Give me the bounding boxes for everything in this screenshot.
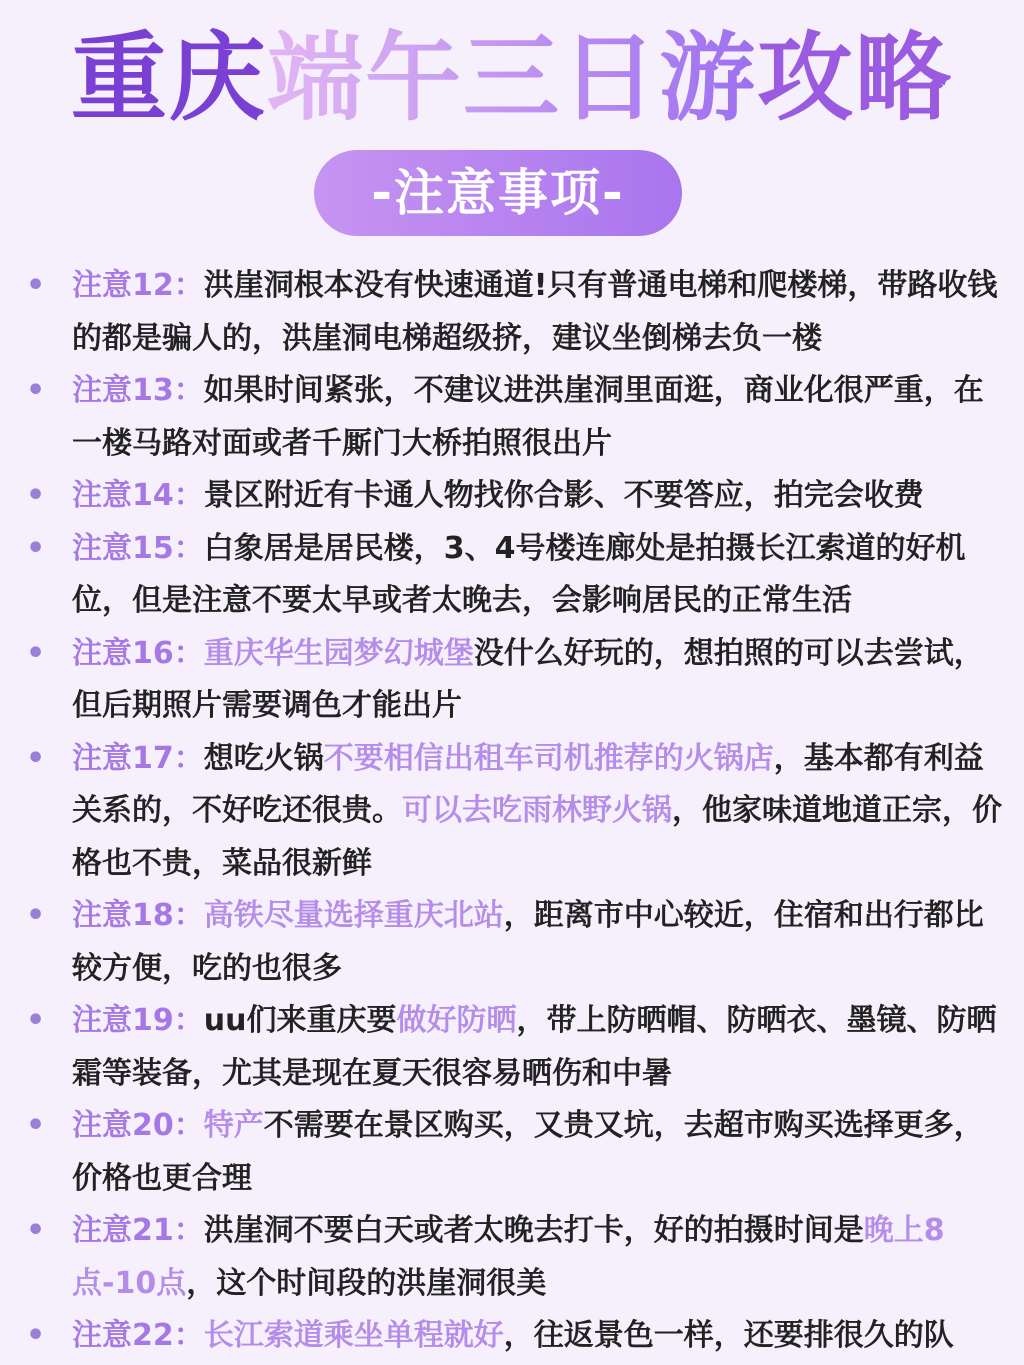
note-text: uu们来重庆要	[203, 1003, 397, 1038]
note-highlight: 高铁尽量选择重庆北站	[203, 898, 504, 933]
note-highlight: 可以去吃雨林野火锅	[402, 793, 672, 828]
bullet-icon: •	[26, 268, 46, 303]
title-guide: 攻略	[757, 22, 953, 134]
note-text: ，距离市中心较近，住宿和出行都比较方便，吃的也很多	[72, 898, 984, 986]
note-text: ，这个时间段的洪崖洞很美	[186, 1265, 547, 1301]
note-18	[0, 890, 1024, 995]
note-label: 注意14：	[72, 478, 204, 513]
bullet-icon: •	[26, 1003, 46, 1038]
note-21	[0, 1205, 1024, 1310]
notes-list	[0, 260, 1024, 1363]
note-label: 注意13：	[72, 373, 204, 408]
note-16	[0, 628, 1024, 733]
bullet-icon: •	[26, 740, 46, 776]
note-label: 注意19：	[72, 1003, 204, 1038]
note-highlight: 晚上8点-10点	[72, 1213, 945, 1301]
note-text: 白象居是居民楼，3、4号楼连廊处是拍摄长江索道的好机位，但是注意不要太早或者太晚去，会影响居民的正常生活	[72, 530, 966, 618]
section-badge: -注意事项-	[314, 150, 682, 236]
note-12	[0, 260, 1024, 365]
note-text: 想吃火锅	[203, 740, 324, 776]
note-text: 洪崖洞不要白天或者太晚去打卡，好的拍摄时间是	[203, 1213, 864, 1248]
note-label: 注意21：	[72, 1213, 204, 1248]
note-highlight: 特产	[203, 1108, 264, 1143]
note-20	[0, 1100, 1024, 1205]
note-15	[0, 523, 1024, 628]
page-title	[0, 18, 1024, 138]
bullet-icon: •	[26, 1108, 46, 1143]
note-text: 不需要在景区购买，又贵又坑，去超市购买选择更多，价格也更合理	[72, 1108, 984, 1196]
note-label: 注意22：	[72, 1318, 204, 1353]
note-14	[0, 470, 1024, 523]
note-13	[0, 365, 1024, 470]
note-text: 洪崖洞根本没有快速通道!只有普通电梯和爬楼梯，带路收钱的都是骗人的，洪崖洞电梯超级挤，建议坐倒梯去负一楼	[72, 268, 998, 356]
note-22	[0, 1310, 1024, 1363]
bullet-icon: •	[26, 1318, 46, 1353]
note-label: 注意12：	[72, 268, 204, 303]
note-highlight: 不要相信出租车司机推荐的火锅店	[323, 740, 774, 776]
bullet-icon: •	[26, 1213, 46, 1248]
note-text: ，往返景色一样，还要排很久的队	[503, 1318, 954, 1353]
note-label: 注意20：	[72, 1108, 204, 1143]
note-text: ，带上防晒帽、防晒衣、墨镜、防晒霜等装备，尤其是现在夏天很容易晒伤和中暑	[72, 1003, 997, 1091]
note-label: 注意17：	[72, 740, 204, 776]
note-19	[0, 995, 1024, 1100]
note-text: ，基本都有利益关系的，不好吃还很贵。	[72, 740, 984, 828]
note-text: 没什么好玩的，想拍照的可以去尝试，但后期照片需要调色才能出片	[72, 635, 984, 723]
note-17	[0, 733, 1024, 891]
note-highlight: 重庆华生园梦幻城堡	[203, 635, 474, 671]
title-event: 端午三日游	[267, 22, 757, 134]
title-city: 重庆	[71, 22, 267, 134]
bullet-icon: •	[26, 635, 46, 671]
note-label: 注意18：	[72, 898, 204, 933]
bullet-icon: •	[26, 530, 46, 566]
note-highlight: 长江索道乘坐单程就好	[203, 1318, 504, 1353]
note-label: 注意16：	[72, 635, 204, 671]
note-text: ，他家味道地道正宗，价格也不贵，菜品很新鲜	[72, 793, 1002, 881]
bullet-icon: •	[26, 898, 46, 933]
note-text: 景区附近有卡通人物找你合影、不要答应，拍完会收费	[203, 478, 924, 513]
note-label: 注意15：	[72, 530, 204, 566]
note-text: 如果时间紧张，不建议进洪崖洞里面逛，商业化很严重，在一楼马路对面或者千厮门大桥拍照很出片	[72, 373, 984, 461]
note-highlight: 做好防晒	[396, 1003, 517, 1038]
bullet-icon: •	[26, 478, 46, 513]
bullet-icon: •	[26, 373, 46, 408]
